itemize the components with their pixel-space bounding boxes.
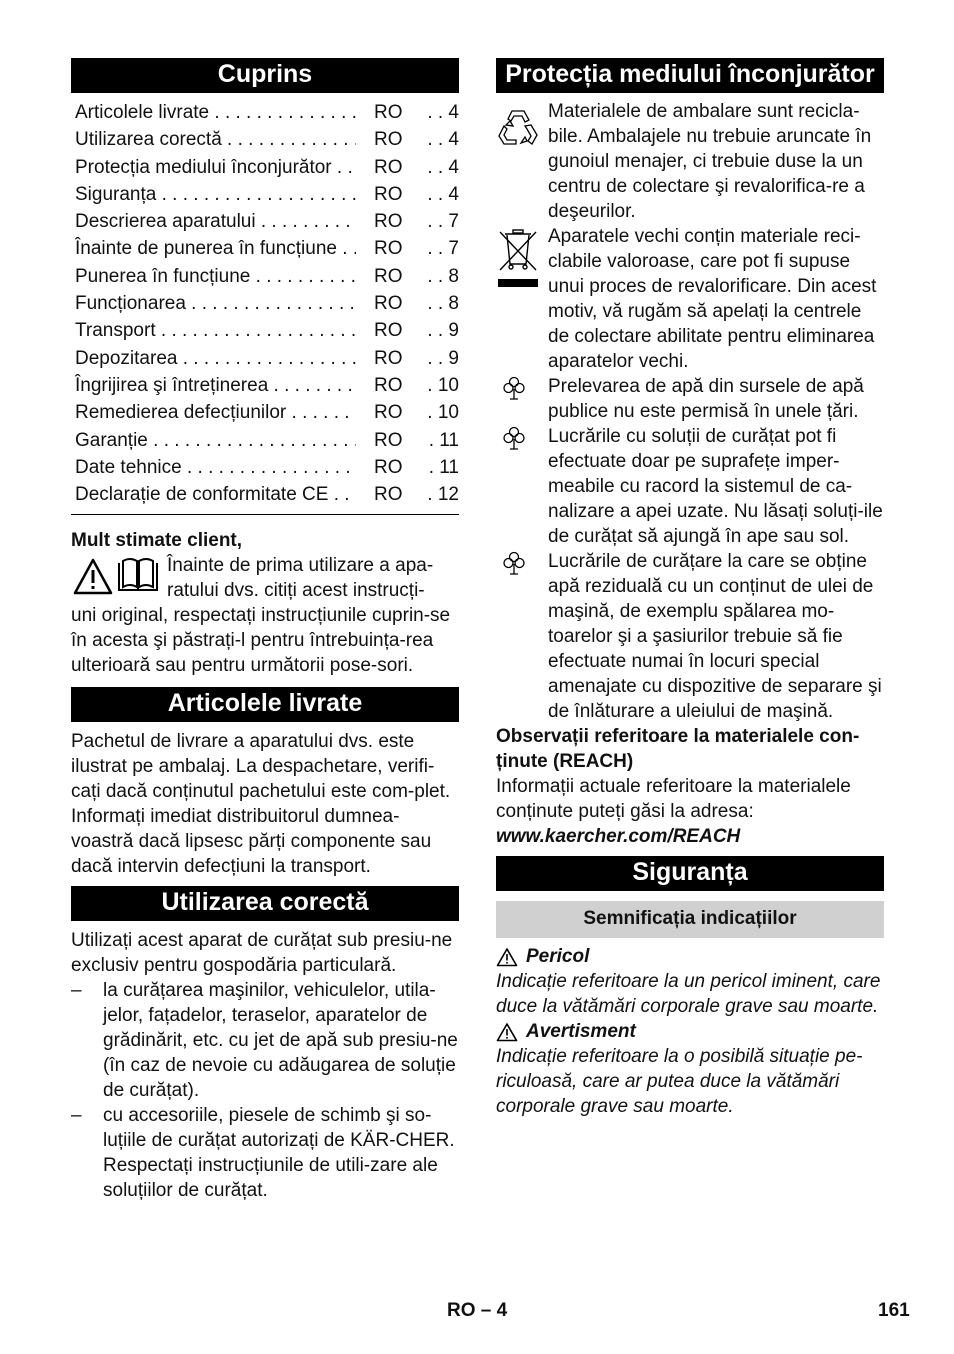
toc-row[interactable] [71,482,459,509]
toc-row[interactable] [71,346,459,373]
toc-entry-title: Depozitarea . . . [75,346,356,373]
usage-list-item-1 [71,978,459,1103]
water-drop-icon-cell [496,549,548,724]
left-column [71,58,459,1203]
danger-text: Indicație referitoare la un pericol iminent, care duce la vătămări corporale grave sau moarte. [496,971,881,1017]
toc-entry-title: Declarație de conformitate CE . . . [75,482,356,509]
warning-label: Avertisment [526,1021,636,1042]
reach-url-link[interactable]: www.kaercher.com/REACH [496,826,741,847]
toc-entry-lang: RO [374,156,403,178]
toc-entry-page: . . 9 [427,347,459,369]
env-item-oil-water [496,549,884,724]
env-paragraph-5: Lucrările de curățare la care se obține apă reziduală cu un conținut de ulei de maşină, de exemplu spălarea mo-toarelor şi a şasiurilor trebuie să fie efectuate numai în locuri special amenajate cu dispozitive de separare şi de înlăturare a uleiului de maşină. [548,551,882,722]
warning-triangle-icon [496,947,518,967]
footer-page-number: 161 [878,1300,910,1321]
water-drop-icon [500,424,528,452]
toc-entry-title: Remedierea defecțiunilor . . . [75,400,356,427]
toc-row[interactable] [71,455,459,482]
delivery-heading: Articolele livrate [71,687,459,722]
toc-entry-title: Înainte de punerea în funcțiune . . . [75,236,356,263]
intro-first-lines [167,553,433,603]
danger-heading [496,944,884,969]
toc-entry-lang: RO [374,265,403,287]
safety-heading: Siguranța [496,856,884,891]
env-paragraph-4: Lucrările cu soluții de curățat pot fi efectuate doar pe suprafețe imper-meabile cu racord la sistemul de ca-nalizare a apei uzate. Nu lăsați soluți-ile de curățat să ajungă în ape sau sol. [548,426,883,547]
usage-paragraph: Utilizați acest aparat de curățat sub presiu-ne exclusiv pentru gospodăria particulară. [71,930,453,977]
toc-entry-title: Îngrijirea şi întreținerea . . . [75,373,356,400]
toc-entry-title: Utilizarea corectă . . . [75,127,356,154]
env-paragraph-1: Materialele de ambalare sunt recicla-bile. Ambalajele nu trebuie aruncate în gunoiul menajer, ci trebuie duse la un centru de colectare şi revalorifica-re a deşeurilor. [548,101,872,222]
usage-item-text: la curățarea maşinilor, vehiculelor, utila-jelor, fațadelor, teraselor, aparatelor de grădinărit, etc. cu jet de apă sub presiu-ne (în caz de nevoie cu adăugarea de soluție de curățat). [103,980,458,1102]
intro-line-2: ratului dvs. citiți acest instrucți- [167,580,425,602]
toc-entry-page: . 10 [427,374,459,396]
toc-row[interactable] [71,182,459,209]
toc-entry-lang: RO [374,402,403,424]
toc-entry-title: Funcționarea . . . [75,291,356,318]
toc-row[interactable] [71,264,459,291]
toc-entry-page: . . 4 [427,156,459,178]
warning-triangle-icon [496,1022,518,1042]
toc-entry-page: . 12 [427,484,459,506]
toc-entry-lang: RO [374,456,403,478]
signals-subheading: Semnificația indicațiilor [496,901,884,938]
danger-label: Pericol [526,946,590,967]
greeting: Mult stimate client, [71,530,243,552]
toc-entry-lang: RO [374,102,403,123]
toc-entry-title: Siguranța . . . [75,182,356,209]
toc-row[interactable] [71,100,459,127]
toc-entry-page: . . 7 [427,238,459,260]
crossed-bin-icon [496,226,540,290]
toc-divider [71,514,459,515]
toc-entry-title: Garanție . . . [75,428,356,455]
env-item-water-sources [496,374,884,424]
env-paragraph-2: Aparatele vechi conțin materiale reci-clabile valoroase, care pot fi supuse unui proces de revalorificare. Din acest motiv, vă rugăm să apelați la centrele de colectare abilitate pentru eliminarea aparatelor vechi. [548,226,877,372]
recycling-icon-cell [496,99,548,224]
toc-entry-lang: RO [374,374,403,396]
toc-entry-lang: RO [374,293,403,315]
toc-entry-lang: RO [374,238,403,260]
list-dash: – [71,1105,82,1127]
right-column [496,58,884,1119]
toc-entry-page: . . 8 [427,293,459,315]
toc-entry-page: . . 8 [427,265,459,287]
env-paragraph-3: Prelevarea de apă din sursele de apă publice nu este permisă în unele țări. [548,376,864,422]
usage-item-text: cu accesoriile, piesele de schimb şi so-luțiile de curățat autorizați de KÄR-CHER. Respectați instrucțiunile de utili-zare ale soluțiilor de curățat. [103,1105,455,1202]
toc-entry-lang: RO [374,183,403,205]
environment-heading: Protecția mediului înconjurător [496,58,884,93]
warning-heading [496,1019,884,1044]
toc-row[interactable] [71,291,459,318]
toc-row[interactable] [71,400,459,427]
toc-entry-title: Punerea în funcțiune . . . [75,264,356,291]
env-item-packaging [496,99,884,224]
toc-row[interactable] [71,127,459,154]
water-drop-icon-cell [496,424,548,549]
toc-row[interactable] [71,209,459,236]
toc-entry-lang: RO [374,211,403,233]
toc-row[interactable] [71,373,459,400]
toc-row[interactable] [71,236,459,263]
footer-section-label: RO – 4 [447,1300,508,1321]
toc-entry-title: Descrierea aparatului . . . [75,209,356,236]
toc-entry-page: . 11 [428,429,459,451]
toc-entry-page: . 11 [428,456,459,478]
toc-row[interactable] [71,318,459,345]
toc-entry-page: . . 4 [427,102,459,123]
toc-heading: Cuprins [71,58,459,93]
water-drop-icon [500,549,528,577]
reach-paragraph: Informații actuale referitoare la materialele conținute puteți găsi la adresa: [496,776,851,822]
env-item-cleaning-solutions [496,424,884,549]
water-drop-icon-cell [496,374,548,424]
intro-line-1: Înainte de prima utilizare a apa- [167,555,434,577]
toc-entry-title: Transport . . . [75,318,356,345]
toc-entry-page: . 10 [427,402,459,424]
intro-icons [71,553,167,603]
intro-block [71,553,459,603]
toc-entry-title: Protecția mediului înconjurător . . . [75,155,356,182]
intro-text: uni original, respectați instrucțiunile cuprin-se în acesta şi păstrați-l pentru întrebuința-rea ulterioară sau pentru următorii pose-sori. [71,605,451,677]
toc-entry-page: . . 4 [427,129,459,151]
crossed-bin-icon-cell [496,224,548,374]
usage-list-item-2 [71,1103,459,1203]
warning-text: Indicație referitoare la o posibilă situație pe-riculoasă, care ar putea duce la vătămări corporale grave sau moarte. [496,1046,863,1117]
delivery-paragraph-1: Pachetul de livrare a aparatului dvs. este ilustrat pe ambalaj. La despachetare, verifi-cați dacă conținutul pachetului este com-plet. [71,731,451,803]
water-drop-icon [500,374,528,402]
table-of-contents [71,100,459,509]
toc-row[interactable] [71,155,459,182]
warning-triangle-icon [73,557,113,597]
toc-entry-title: Date tehnice . . . [75,455,356,482]
toc-entry-lang: RO [374,320,403,342]
delivery-paragraph-2: Informați imediat distribuitorul dumnea-voastră dacă lipsesc părți componente sau dacă intervin defecțiuni la transport. [71,806,432,878]
toc-entry-lang: RO [374,129,403,151]
toc-entry-title: Articolele livrate . . . [75,100,356,127]
env-item-old-devices [496,224,884,374]
toc-row[interactable] [71,428,459,455]
toc-entry-lang: RO [374,484,403,506]
list-dash: – [71,980,82,1002]
reach-heading: Observații referitoare la materialele con-ținute (REACH) [496,726,860,772]
manual-book-icon [116,557,160,595]
recycling-icon [496,105,540,149]
toc-entry-page: . . 9 [427,320,459,342]
usage-heading: Utilizarea corectă [71,886,459,921]
toc-entry-lang: RO [374,429,403,451]
toc-entry-page: . . 7 [427,211,459,233]
toc-entry-lang: RO [374,347,403,369]
toc-entry-page: . . 4 [427,183,459,205]
